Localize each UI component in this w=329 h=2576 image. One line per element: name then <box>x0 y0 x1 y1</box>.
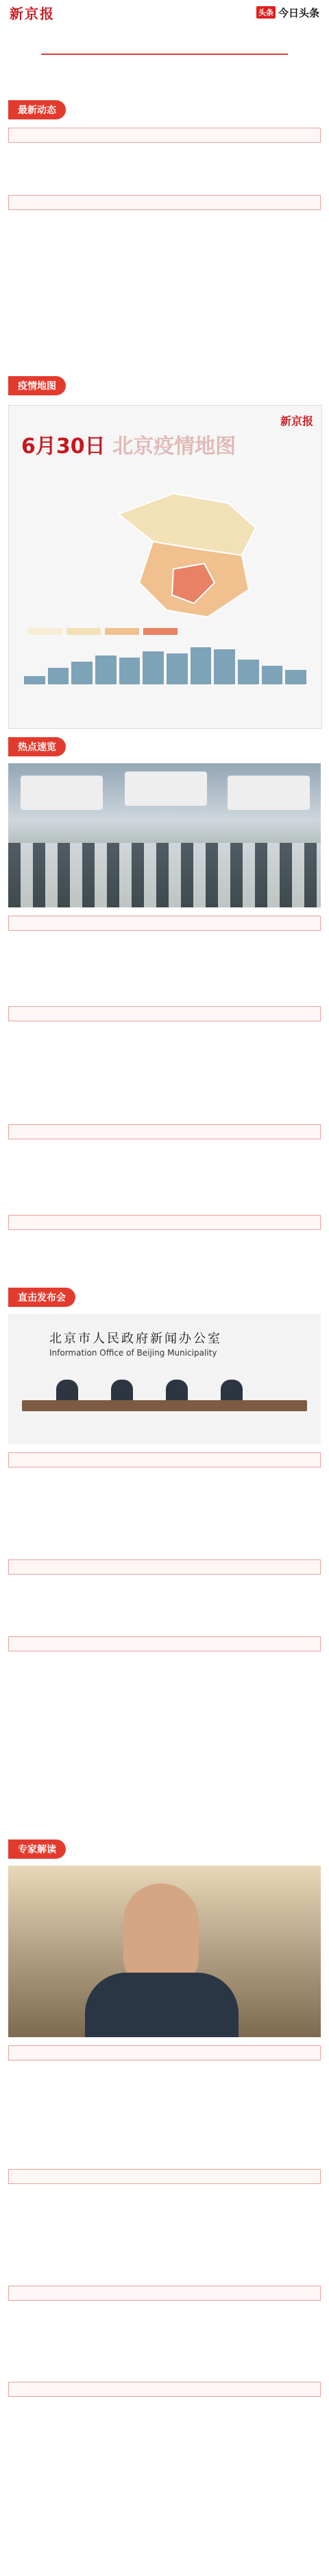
press-photo <box>8 1314 321 1444</box>
bar <box>119 658 141 684</box>
section-hot: 热点速览 <box>8 737 66 756</box>
press-title-en: Information Office of Beijing Municipality <box>49 1348 217 1358</box>
map-bar-strip <box>24 643 306 684</box>
bar <box>285 670 306 684</box>
map-heading <box>21 429 236 459</box>
topbar <box>0 0 329 25</box>
section-press: 直击发布会 <box>8 1288 75 1307</box>
bar <box>95 655 117 684</box>
map-region-north <box>119 494 256 555</box>
notice-4 <box>8 1006 321 1021</box>
beijing-map <box>91 487 276 624</box>
press-title-cn: 北京市人民政府新闻办公室 <box>49 1332 222 1346</box>
hot-photo <box>8 763 321 907</box>
photo-crowd <box>8 843 321 908</box>
photo-tent <box>21 776 103 810</box>
bar <box>262 666 283 684</box>
notice-5 <box>8 1124 321 1139</box>
bar <box>48 668 69 684</box>
notice-10 <box>8 2045 321 2061</box>
notice-1 <box>8 128 321 143</box>
notice-2 <box>8 195 321 210</box>
expert-photo <box>8 1866 321 2037</box>
photo-tent <box>228 776 310 810</box>
notice-9 <box>8 1636 321 1651</box>
expert-face <box>123 1883 199 1986</box>
toutiao-text: 今日头条 <box>278 6 319 19</box>
map-date: 6月30日 <box>21 434 106 459</box>
notice-3 <box>8 916 321 931</box>
legend-swatch-3 <box>105 628 139 635</box>
headline-rule <box>41 54 288 55</box>
bar <box>238 660 259 684</box>
photo-tent <box>125 771 207 806</box>
map-brand: 新京报 <box>280 415 313 428</box>
bar <box>71 662 93 684</box>
notice-7 <box>8 1452 321 1467</box>
bar <box>167 653 188 684</box>
press-desk <box>22 1400 307 1411</box>
expert-suit <box>85 1973 239 2037</box>
map-legend <box>28 628 178 635</box>
map-title: 北京疫情地图 <box>112 434 236 459</box>
bar <box>191 647 212 684</box>
headline <box>27 48 302 55</box>
notice-13 <box>8 2382 321 2397</box>
section-expert: 专家解读 <box>8 1840 66 1859</box>
notice-8 <box>8 1559 321 1575</box>
legend-swatch-1 <box>28 628 62 635</box>
xinjingbao-logo: 新京报 <box>10 5 55 22</box>
bar <box>214 649 235 684</box>
jinritoutiao-logo <box>256 5 319 20</box>
notice-11 <box>8 2169 321 2184</box>
toutiao-tag: 头条 <box>256 6 276 19</box>
section-latest: 最新动态 <box>8 100 66 119</box>
legend-swatch-4 <box>143 628 178 635</box>
bar <box>143 651 164 684</box>
footer-credits <box>0 2553 329 2567</box>
notice-12 <box>8 2286 321 2301</box>
bar <box>24 676 45 684</box>
section-map: 疫情地图 <box>8 376 66 395</box>
notice-6 <box>8 1215 321 1230</box>
map-card <box>8 405 322 729</box>
legend-swatch-2 <box>66 628 101 635</box>
